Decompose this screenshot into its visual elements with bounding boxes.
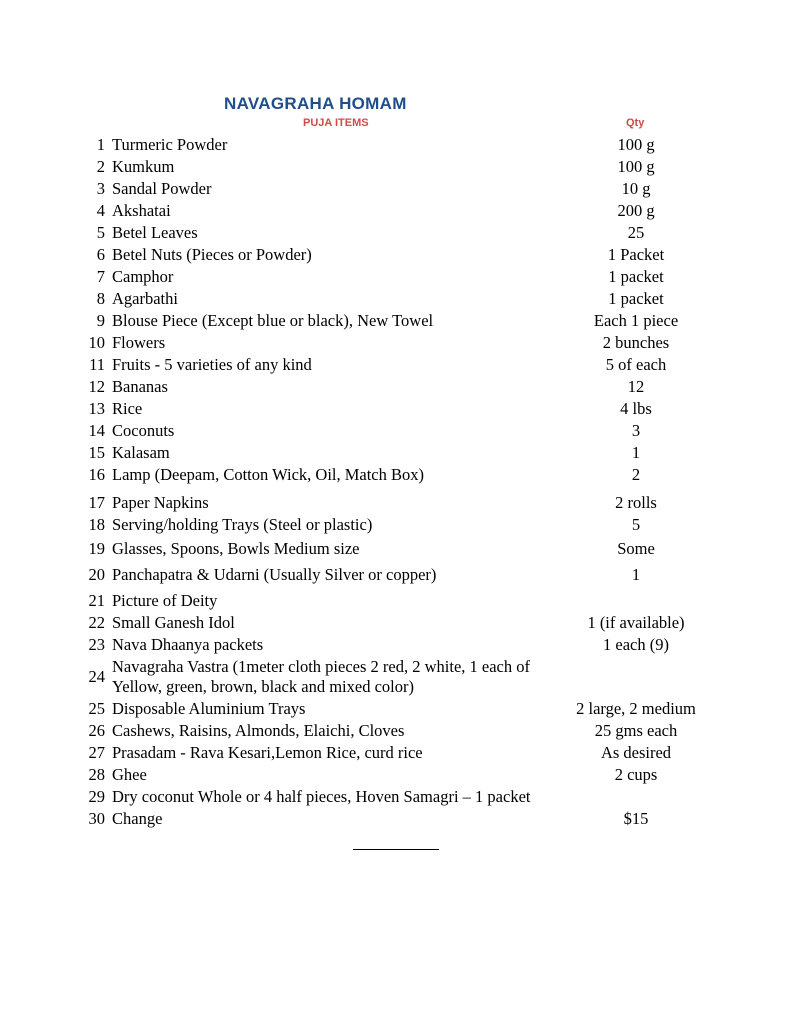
item-qty: 200 g xyxy=(617,201,655,220)
item-number: 13 xyxy=(88,399,105,418)
item-name: Change xyxy=(112,809,163,828)
item-qty: 1 each (9) xyxy=(603,635,669,654)
item-name: Kumkum xyxy=(112,157,175,176)
item-qty: $15 xyxy=(623,809,649,828)
item-qty: 25 gms each xyxy=(594,721,678,740)
item-qty: 1 xyxy=(631,443,641,462)
item-name-line-1: Navagraha Vastra (1meter cloth pieces 2 red, 2 white, 1 each of xyxy=(112,657,530,676)
item-name-line-2: Yellow, green, brown, black and mixed color) xyxy=(112,677,414,696)
item-name: Glasses, Spoons, Bowls Medium size xyxy=(112,539,360,558)
item-name: Ghee xyxy=(112,765,147,784)
item-name: Sandal Powder xyxy=(112,179,212,198)
item-name: Dry coconut Whole or 4 half pieces, Hoven Samagri – 1 packet xyxy=(112,787,531,806)
item-qty: 25 xyxy=(627,223,645,242)
item-qty: Some xyxy=(617,539,655,558)
item-number: 20 xyxy=(88,565,105,584)
item-number: 22 xyxy=(88,613,105,632)
item-name: Paper Napkins xyxy=(112,493,209,512)
item-qty: 3 xyxy=(631,421,641,440)
item-qty: 5 xyxy=(631,515,641,534)
item-name: Prasadam - Rava Kesari,Lemon Rice, curd rice xyxy=(112,743,423,762)
item-name: Rice xyxy=(112,399,143,418)
item-number: 21 xyxy=(88,591,105,610)
item-name: Nava Dhaanya packets xyxy=(112,635,264,654)
item-name: Picture of Deity xyxy=(112,591,218,610)
item-qty: 5 of each xyxy=(605,355,667,374)
item-number: 27 xyxy=(88,743,105,762)
item-qty: 1 (if available) xyxy=(587,613,685,632)
item-qty: 1 xyxy=(631,565,641,584)
item-name: Betel Nuts (Pieces or Powder) xyxy=(112,245,312,264)
item-name: Cashews, Raisins, Almonds, Elaichi, Cloves xyxy=(112,721,405,740)
item-name: Camphor xyxy=(112,267,174,286)
item-number: 17 xyxy=(88,493,105,512)
item-name: Panchapatra & Udarni (Usually Silver or copper) xyxy=(112,565,437,584)
item-number: 12 xyxy=(88,377,105,396)
item-name: Disposable Aluminium Trays xyxy=(112,699,306,718)
item-qty: As desired xyxy=(600,743,672,762)
item-name: Kalasam xyxy=(112,443,170,462)
item-name: Bananas xyxy=(112,377,168,396)
item-qty: 100 g xyxy=(617,135,655,154)
item-name: Flowers xyxy=(112,333,166,352)
item-name xyxy=(112,657,530,697)
puja-items-header: PUJA ITEMS xyxy=(303,117,369,129)
item-name: Fruits - 5 varieties of any kind xyxy=(112,355,312,374)
item-number: 6 xyxy=(96,245,105,264)
item-name: Serving/holding Trays (Steel or plastic) xyxy=(112,515,373,534)
item-number: 9 xyxy=(96,311,105,330)
item-name: Coconuts xyxy=(112,421,175,440)
item-number: 19 xyxy=(88,539,105,558)
item-number: 29 xyxy=(88,787,105,806)
item-name: Turmeric Powder xyxy=(112,135,228,154)
item-number: 8 xyxy=(96,289,105,308)
item-number: 2 xyxy=(96,157,105,176)
item-number: 5 xyxy=(96,223,105,242)
item-number: 4 xyxy=(96,201,105,220)
item-qty: 2 large, 2 medium xyxy=(576,699,696,718)
item-qty: 2 cups xyxy=(614,765,658,784)
item-number: 25 xyxy=(88,699,105,718)
item-qty: 1 packet xyxy=(608,289,664,308)
item-name: Agarbathi xyxy=(112,289,178,308)
item-number: 18 xyxy=(88,515,105,534)
item-qty: 10 g xyxy=(621,179,651,198)
document-title: NAVAGRAHA HOMAM xyxy=(224,94,407,113)
item-number: 1 xyxy=(96,135,105,154)
item-name: Small Ganesh Idol xyxy=(112,613,235,632)
item-qty: 1 Packet xyxy=(607,245,665,264)
item-name: Blouse Piece (Except blue or black), New Towel xyxy=(112,311,434,330)
item-number: 28 xyxy=(88,765,105,784)
item-qty: 12 xyxy=(627,377,645,396)
item-name: Lamp (Deepam, Cotton Wick, Oil, Match Box) xyxy=(112,465,425,484)
item-qty: Each 1 piece xyxy=(593,311,679,330)
item-number: 16 xyxy=(88,465,105,484)
item-qty: 1 packet xyxy=(608,267,664,286)
item-number: 24 xyxy=(88,667,105,686)
item-qty: 2 rolls xyxy=(615,493,657,512)
item-number: 30 xyxy=(88,809,105,828)
qty-header: Qty xyxy=(626,117,645,129)
item-qty: 100 g xyxy=(617,157,655,176)
item-name: Akshatai xyxy=(112,201,171,220)
item-number: 3 xyxy=(96,179,105,198)
item-name: Betel Leaves xyxy=(112,223,198,242)
item-number: 14 xyxy=(88,421,105,440)
item-number: 23 xyxy=(88,635,105,654)
signature-divider xyxy=(353,849,439,850)
item-number: 7 xyxy=(96,267,105,286)
item-number: 10 xyxy=(88,333,105,352)
item-number: 11 xyxy=(89,355,105,374)
item-number: 15 xyxy=(88,443,105,462)
item-qty: 4 lbs xyxy=(620,399,652,418)
item-qty: 2 xyxy=(631,465,641,484)
item-number: 26 xyxy=(88,721,105,740)
item-qty: 2 bunches xyxy=(602,333,670,352)
